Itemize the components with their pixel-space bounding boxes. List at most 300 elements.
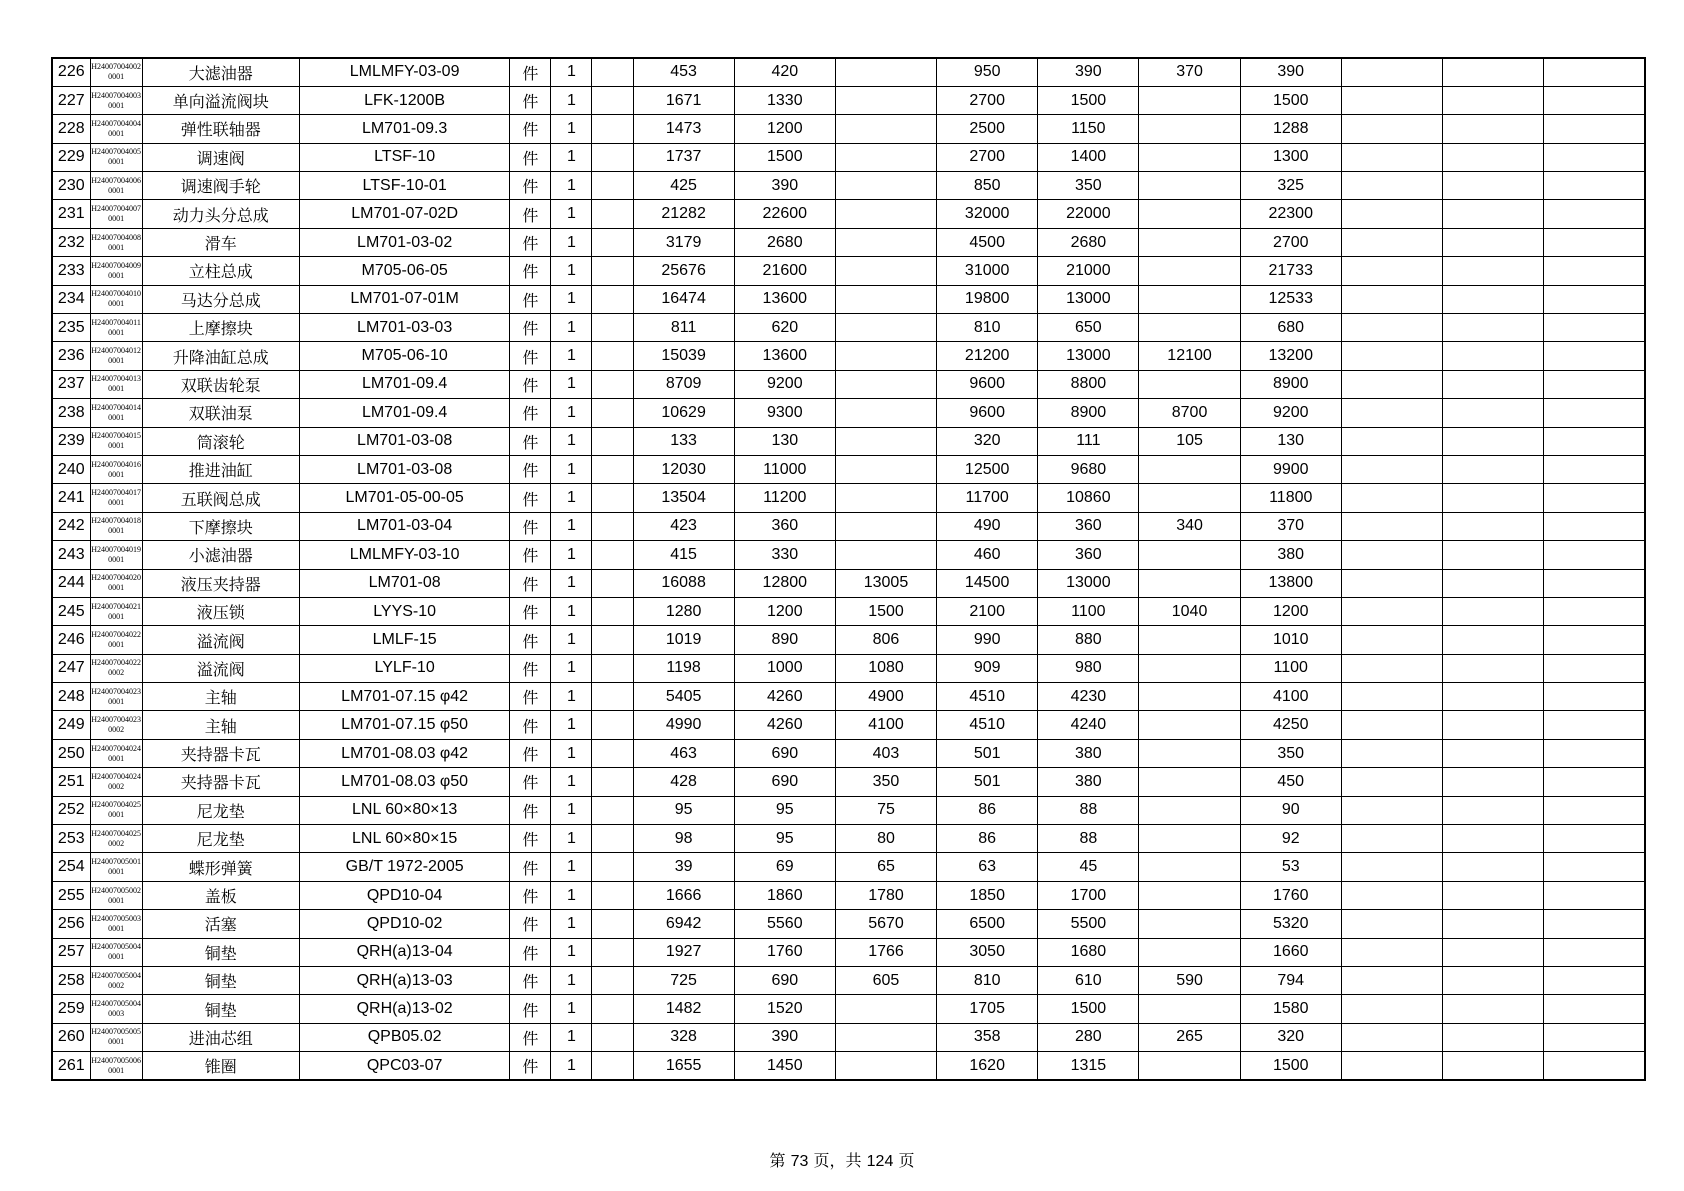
row-number: 257 — [52, 938, 90, 966]
row-number: 240 — [52, 455, 90, 483]
item-quantity: 1 — [551, 825, 592, 853]
item-quantity: 1 — [551, 967, 592, 995]
table-body — [52, 58, 1645, 1080]
item-unit: 件 — [510, 796, 551, 824]
price-col-3 — [835, 1023, 936, 1051]
price-col-6 — [1139, 825, 1240, 853]
item-unit: 件 — [510, 597, 551, 625]
item-quantity: 1 — [551, 739, 592, 767]
item-quantity: 1 — [551, 881, 592, 909]
price-col-6 — [1139, 881, 1240, 909]
blank-cell-c — [1443, 654, 1544, 682]
price-col-2: 1450 — [734, 1052, 835, 1080]
price-col-1: 1737 — [633, 143, 734, 171]
blank-cell-a — [592, 399, 633, 427]
blank-cell-b — [1341, 172, 1442, 200]
row-number: 226 — [52, 58, 90, 86]
item-unit: 件 — [510, 342, 551, 370]
item-name: 主轴 — [142, 711, 299, 739]
item-quantity: 1 — [551, 200, 592, 228]
price-col-6 — [1139, 200, 1240, 228]
blank-cell-c — [1443, 228, 1544, 256]
item-code: H240070040030001 — [90, 86, 142, 114]
item-quantity: 1 — [551, 370, 592, 398]
blank-cell-c — [1443, 938, 1544, 966]
blank-cell-c — [1443, 86, 1544, 114]
price-col-1: 95 — [633, 796, 734, 824]
price-col-5: 280 — [1038, 1023, 1139, 1051]
price-col-6 — [1139, 455, 1240, 483]
price-col-5: 1315 — [1038, 1052, 1139, 1080]
item-model: QRH(a)13-02 — [299, 995, 509, 1023]
price-col-6 — [1139, 768, 1240, 796]
row-number: 227 — [52, 86, 90, 114]
item-unit: 件 — [510, 768, 551, 796]
price-col-5: 5500 — [1038, 910, 1139, 938]
price-col-7: 325 — [1240, 172, 1341, 200]
price-col-6 — [1139, 172, 1240, 200]
price-col-2: 1200 — [734, 115, 835, 143]
price-col-7: 13800 — [1240, 569, 1341, 597]
item-code: H240070040220002 — [90, 654, 142, 682]
item-model: LM701-03-03 — [299, 314, 509, 342]
price-col-2: 11000 — [734, 455, 835, 483]
price-col-1: 13504 — [633, 484, 734, 512]
price-col-6 — [1139, 683, 1240, 711]
item-name: 小滤油器 — [142, 541, 299, 569]
item-code: H240070040070001 — [90, 200, 142, 228]
blank-cell-d — [1544, 512, 1645, 540]
table-row — [52, 285, 1645, 313]
footer-suffix: 页 — [898, 1151, 915, 1170]
item-code: H240070050030001 — [90, 910, 142, 938]
price-col-5: 4230 — [1038, 683, 1139, 711]
row-number: 250 — [52, 739, 90, 767]
blank-cell-d — [1544, 683, 1645, 711]
blank-cell-d — [1544, 938, 1645, 966]
blank-cell-a — [592, 512, 633, 540]
price-col-3 — [835, 455, 936, 483]
item-name: 主轴 — [142, 683, 299, 711]
item-quantity: 1 — [551, 995, 592, 1023]
price-col-1: 453 — [633, 58, 734, 86]
item-unit: 件 — [510, 910, 551, 938]
price-col-7: 1300 — [1240, 143, 1341, 171]
item-unit: 件 — [510, 143, 551, 171]
table-row — [52, 143, 1645, 171]
blank-cell-b — [1341, 768, 1442, 796]
item-model: LM701-07-01M — [299, 285, 509, 313]
row-number: 253 — [52, 825, 90, 853]
price-col-3 — [835, 86, 936, 114]
blank-cell-d — [1544, 86, 1645, 114]
table-row — [52, 796, 1645, 824]
blank-cell-c — [1443, 484, 1544, 512]
blank-cell-d — [1544, 597, 1645, 625]
price-col-6 — [1139, 739, 1240, 767]
row-number: 251 — [52, 768, 90, 796]
blank-cell-b — [1341, 200, 1442, 228]
item-model: LMLF-15 — [299, 626, 509, 654]
price-col-2: 1520 — [734, 995, 835, 1023]
blank-cell-a — [592, 853, 633, 881]
row-number: 241 — [52, 484, 90, 512]
price-col-6 — [1139, 796, 1240, 824]
price-col-4: 2700 — [937, 86, 1038, 114]
item-name: 液压锁 — [142, 597, 299, 625]
blank-cell-d — [1544, 143, 1645, 171]
blank-cell-d — [1544, 1052, 1645, 1080]
item-quantity: 1 — [551, 58, 592, 86]
item-code: H240070050060001 — [90, 1052, 142, 1080]
blank-cell-b — [1341, 86, 1442, 114]
blank-cell-a — [592, 200, 633, 228]
table-row — [52, 257, 1645, 285]
price-col-2: 1760 — [734, 938, 835, 966]
blank-cell-d — [1544, 399, 1645, 427]
price-col-3: 1766 — [835, 938, 936, 966]
blank-cell-a — [592, 1052, 633, 1080]
blank-cell-a — [592, 995, 633, 1023]
price-col-4: 3050 — [937, 938, 1038, 966]
price-col-5: 88 — [1038, 796, 1139, 824]
price-col-2: 1330 — [734, 86, 835, 114]
price-col-2: 69 — [734, 853, 835, 881]
item-quantity: 1 — [551, 768, 592, 796]
item-quantity: 1 — [551, 796, 592, 824]
item-model: QPD10-02 — [299, 910, 509, 938]
blank-cell-c — [1443, 569, 1544, 597]
price-col-2: 22600 — [734, 200, 835, 228]
price-col-6 — [1139, 143, 1240, 171]
price-col-3 — [835, 399, 936, 427]
item-name: 进油芯组 — [142, 1023, 299, 1051]
blank-cell-c — [1443, 853, 1544, 881]
blank-cell-c — [1443, 597, 1544, 625]
price-col-1: 5405 — [633, 683, 734, 711]
price-col-4: 990 — [937, 626, 1038, 654]
item-name: 活塞 — [142, 910, 299, 938]
price-col-1: 12030 — [633, 455, 734, 483]
blank-cell-c — [1443, 881, 1544, 909]
price-col-4: 2700 — [937, 143, 1038, 171]
item-unit: 件 — [510, 569, 551, 597]
blank-cell-c — [1443, 1023, 1544, 1051]
price-col-3 — [835, 115, 936, 143]
price-col-6 — [1139, 228, 1240, 256]
price-col-7: 1500 — [1240, 86, 1341, 114]
table-row — [52, 938, 1645, 966]
blank-cell-d — [1544, 654, 1645, 682]
blank-cell-a — [592, 768, 633, 796]
blank-cell-b — [1341, 370, 1442, 398]
item-name: 铜垫 — [142, 967, 299, 995]
blank-cell-c — [1443, 172, 1544, 200]
table-row — [52, 115, 1645, 143]
item-model: LMLMFY-03-09 — [299, 58, 509, 86]
price-col-5: 22000 — [1038, 200, 1139, 228]
price-col-7: 4250 — [1240, 711, 1341, 739]
blank-cell-d — [1544, 455, 1645, 483]
price-col-4: 9600 — [937, 399, 1038, 427]
price-col-5: 111 — [1038, 427, 1139, 455]
item-code: H240070040100001 — [90, 285, 142, 313]
price-col-7: 2700 — [1240, 228, 1341, 256]
price-col-3 — [835, 172, 936, 200]
price-col-4: 86 — [937, 796, 1038, 824]
price-col-3: 403 — [835, 739, 936, 767]
blank-cell-a — [592, 654, 633, 682]
row-number: 230 — [52, 172, 90, 200]
row-number: 245 — [52, 597, 90, 625]
item-unit: 件 — [510, 626, 551, 654]
blank-cell-d — [1544, 200, 1645, 228]
blank-cell-c — [1443, 825, 1544, 853]
price-col-2: 620 — [734, 314, 835, 342]
price-col-2: 1500 — [734, 143, 835, 171]
blank-cell-d — [1544, 853, 1645, 881]
row-number: 243 — [52, 541, 90, 569]
price-col-3 — [835, 370, 936, 398]
table-row — [52, 995, 1645, 1023]
price-col-2: 4260 — [734, 711, 835, 739]
price-col-7: 1580 — [1240, 995, 1341, 1023]
table-row — [52, 1023, 1645, 1051]
price-col-4: 490 — [937, 512, 1038, 540]
item-model: LM701-03-04 — [299, 512, 509, 540]
blank-cell-a — [592, 569, 633, 597]
price-col-1: 16088 — [633, 569, 734, 597]
item-code: H240070040160001 — [90, 455, 142, 483]
blank-cell-a — [592, 370, 633, 398]
item-code: H240070040200001 — [90, 569, 142, 597]
table-row — [52, 597, 1645, 625]
blank-cell-d — [1544, 484, 1645, 512]
item-name: 蝶形弹簧 — [142, 853, 299, 881]
price-col-1: 423 — [633, 512, 734, 540]
blank-cell-d — [1544, 881, 1645, 909]
item-code: H240070050010001 — [90, 853, 142, 881]
blank-cell-b — [1341, 995, 1442, 1023]
price-col-6: 12100 — [1139, 342, 1240, 370]
table-row — [52, 881, 1645, 909]
blank-cell-b — [1341, 115, 1442, 143]
blank-cell-a — [592, 484, 633, 512]
item-name: 推进油缸 — [142, 455, 299, 483]
blank-cell-c — [1443, 200, 1544, 228]
row-number: 231 — [52, 200, 90, 228]
blank-cell-c — [1443, 910, 1544, 938]
blank-cell-a — [592, 314, 633, 342]
row-number: 238 — [52, 399, 90, 427]
item-code: H240070040020001 — [90, 58, 142, 86]
item-model: LM701-08 — [299, 569, 509, 597]
item-name: 马达分总成 — [142, 285, 299, 313]
item-quantity: 1 — [551, 654, 592, 682]
price-col-6 — [1139, 938, 1240, 966]
blank-cell-a — [592, 881, 633, 909]
price-col-6 — [1139, 910, 1240, 938]
price-col-7: 1500 — [1240, 1052, 1341, 1080]
price-col-2: 2680 — [734, 228, 835, 256]
blank-cell-c — [1443, 711, 1544, 739]
price-col-1: 1671 — [633, 86, 734, 114]
item-unit: 件 — [510, 881, 551, 909]
price-col-7: 13200 — [1240, 342, 1341, 370]
blank-cell-b — [1341, 683, 1442, 711]
price-col-3 — [835, 1052, 936, 1080]
row-number: 258 — [52, 967, 90, 995]
item-quantity: 1 — [551, 399, 592, 427]
table-row — [52, 768, 1645, 796]
price-col-2: 690 — [734, 739, 835, 767]
price-col-6 — [1139, 654, 1240, 682]
price-col-4: 4510 — [937, 711, 1038, 739]
price-col-5: 1500 — [1038, 86, 1139, 114]
item-quantity: 1 — [551, 257, 592, 285]
item-code: H240070050040003 — [90, 995, 142, 1023]
price-col-7: 370 — [1240, 512, 1341, 540]
price-col-5: 390 — [1038, 58, 1139, 86]
blank-cell-a — [592, 172, 633, 200]
blank-cell-a — [592, 967, 633, 995]
table-row — [52, 626, 1645, 654]
price-col-3: 13005 — [835, 569, 936, 597]
item-unit: 件 — [510, 1052, 551, 1080]
price-col-6 — [1139, 370, 1240, 398]
item-quantity: 1 — [551, 541, 592, 569]
row-number: 242 — [52, 512, 90, 540]
price-col-6: 265 — [1139, 1023, 1240, 1051]
blank-cell-b — [1341, 739, 1442, 767]
price-col-7: 9200 — [1240, 399, 1341, 427]
item-code: H240070040240002 — [90, 768, 142, 796]
blank-cell-d — [1544, 257, 1645, 285]
price-col-4: 501 — [937, 768, 1038, 796]
table-row — [52, 711, 1645, 739]
price-col-4: 950 — [937, 58, 1038, 86]
price-col-4: 460 — [937, 541, 1038, 569]
price-col-7: 1010 — [1240, 626, 1341, 654]
price-col-6 — [1139, 314, 1240, 342]
blank-cell-d — [1544, 910, 1645, 938]
price-col-2: 9200 — [734, 370, 835, 398]
price-col-1: 39 — [633, 853, 734, 881]
price-col-5: 4240 — [1038, 711, 1139, 739]
price-col-4: 14500 — [937, 569, 1038, 597]
item-code: H240070040230001 — [90, 683, 142, 711]
table-row — [52, 228, 1645, 256]
price-col-3 — [835, 484, 936, 512]
blank-cell-b — [1341, 285, 1442, 313]
price-col-2: 13600 — [734, 285, 835, 313]
row-number: 261 — [52, 1052, 90, 1080]
price-col-2: 5560 — [734, 910, 835, 938]
item-code: H240070040040001 — [90, 115, 142, 143]
item-name: 筒滚轮 — [142, 427, 299, 455]
price-col-7: 53 — [1240, 853, 1341, 881]
item-model: GB/T 1972-2005 — [299, 853, 509, 881]
item-unit: 件 — [510, 995, 551, 1023]
item-quantity: 1 — [551, 910, 592, 938]
item-model: LM701-09.4 — [299, 370, 509, 398]
table-row — [52, 314, 1645, 342]
blank-cell-c — [1443, 626, 1544, 654]
price-col-3 — [835, 257, 936, 285]
table-row — [52, 370, 1645, 398]
item-quantity: 1 — [551, 314, 592, 342]
item-name: 夹持器卡瓦 — [142, 739, 299, 767]
item-quantity: 1 — [551, 853, 592, 881]
item-unit: 件 — [510, 853, 551, 881]
item-name: 铜垫 — [142, 995, 299, 1023]
item-model: LYYS-10 — [299, 597, 509, 625]
item-model: QRH(a)13-04 — [299, 938, 509, 966]
price-col-3: 806 — [835, 626, 936, 654]
table-row — [52, 427, 1645, 455]
item-unit: 件 — [510, 86, 551, 114]
blank-cell-d — [1544, 796, 1645, 824]
item-unit: 件 — [510, 711, 551, 739]
row-number: 252 — [52, 796, 90, 824]
blank-cell-c — [1443, 370, 1544, 398]
price-col-6: 1040 — [1139, 597, 1240, 625]
table-row — [52, 512, 1645, 540]
price-col-7: 1660 — [1240, 938, 1341, 966]
item-model: LM701-07.15 φ42 — [299, 683, 509, 711]
price-col-6: 105 — [1139, 427, 1240, 455]
item-code: H240070040230002 — [90, 711, 142, 739]
price-col-7: 320 — [1240, 1023, 1341, 1051]
blank-cell-b — [1341, 143, 1442, 171]
blank-cell-b — [1341, 512, 1442, 540]
item-quantity: 1 — [551, 1023, 592, 1051]
blank-cell-b — [1341, 541, 1442, 569]
price-col-1: 16474 — [633, 285, 734, 313]
price-col-7: 1760 — [1240, 881, 1341, 909]
table-row — [52, 825, 1645, 853]
blank-cell-d — [1544, 825, 1645, 853]
price-col-7: 680 — [1240, 314, 1341, 342]
blank-cell-a — [592, 285, 633, 313]
blank-cell-b — [1341, 796, 1442, 824]
item-name: 单向溢流阀块 — [142, 86, 299, 114]
price-col-1: 3179 — [633, 228, 734, 256]
blank-cell-b — [1341, 455, 1442, 483]
price-col-4: 1620 — [937, 1052, 1038, 1080]
blank-cell-b — [1341, 484, 1442, 512]
item-quantity: 1 — [551, 683, 592, 711]
blank-cell-c — [1443, 768, 1544, 796]
price-col-2: 890 — [734, 626, 835, 654]
price-col-4: 11700 — [937, 484, 1038, 512]
row-number: 256 — [52, 910, 90, 938]
item-quantity: 1 — [551, 455, 592, 483]
price-col-1: 8709 — [633, 370, 734, 398]
blank-cell-a — [592, 739, 633, 767]
blank-cell-c — [1443, 58, 1544, 86]
item-unit: 件 — [510, 115, 551, 143]
item-unit: 件 — [510, 938, 551, 966]
item-code: H240070040250001 — [90, 796, 142, 824]
blank-cell-a — [592, 683, 633, 711]
item-code: H240070040180001 — [90, 512, 142, 540]
current-page-number: 73 — [790, 1153, 809, 1170]
item-model: QRH(a)13-03 — [299, 967, 509, 995]
price-col-5: 2680 — [1038, 228, 1139, 256]
price-col-6 — [1139, 86, 1240, 114]
row-number: 239 — [52, 427, 90, 455]
